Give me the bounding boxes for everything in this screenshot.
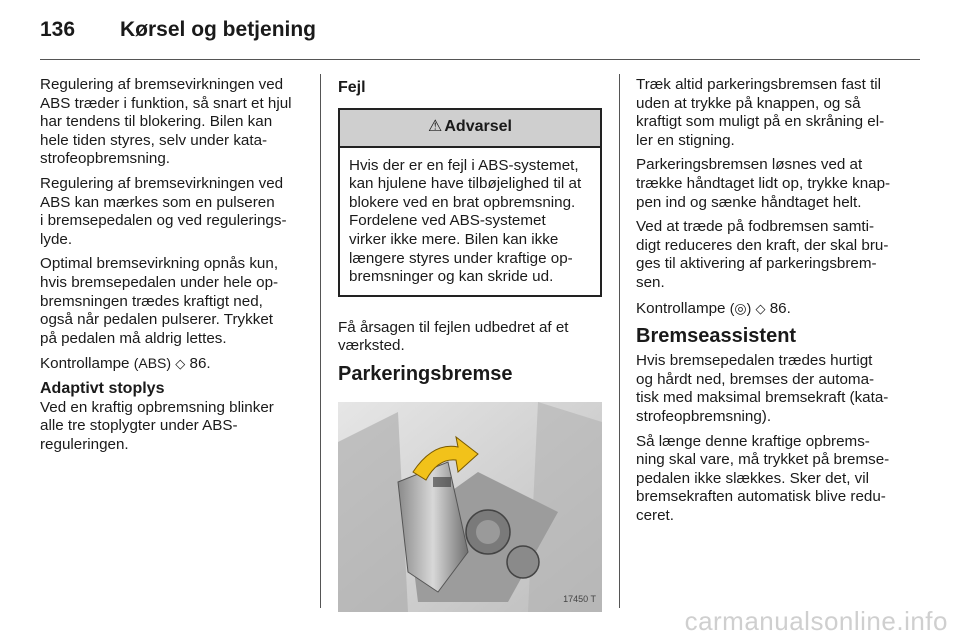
- warning-title: Advarsel: [444, 118, 512, 136]
- adaptive-brakelight-heading: Adaptivt stoplys: [40, 379, 165, 397]
- page-ref-link[interactable]: 86.: [765, 299, 791, 317]
- column-3: [636, 76, 901, 531]
- page-number: 136: [40, 18, 76, 41]
- abs-lamp-reference: Kontrollampe (ABS) ◇ 86.: [40, 355, 211, 373]
- adaptive-brakelight-text: Ved en kraftig opbremsning blinker alle tre stoplygter under ABS- reguleringen.: [40, 398, 274, 453]
- parking-paragraph-2: Parkeringsbremsen løsnes ved at trække håndtaget lidt op, trykke knap- pen ind og sænke håndtaget helt.: [636, 156, 891, 211]
- page-ref-link[interactable]: 86.: [185, 355, 211, 373]
- warning-body: Hvis der er en fejl i ABS-systemet, kan hjulene have tilbøjelighed til at blokere ved en brat opbremsning. Fordelene ved ABS-systemet virker ikke mere. Bilen kan ikke længere styres under kraftige op- bremsninger og kan skride ud.: [349, 156, 582, 286]
- brake-assist-paragraph-2: Så længe denne kraftige opbrems- ning skal vare, må trykket på bremse- pedalen ikke slækkes. Sker det, vil bremsekraften automatisk blive redu- ceret.: [636, 432, 890, 524]
- figure-caption: 17450 T: [563, 594, 596, 605]
- page-ref-icon: ◇: [175, 356, 186, 372]
- fault-paragraph: Få årsagen til fejlen udbedret af et værksted.: [338, 318, 569, 355]
- warning-header: [340, 110, 600, 148]
- column-divider-1: [320, 74, 321, 608]
- abs-lamp-icon: (ABS): [133, 355, 172, 372]
- brake-assist-paragraph-1: Hvis bremsepedalen trædes hurtigt og hårdt ned, bremses der automa- tisk med maksimal bremsekraft (kata- strofeopbremsning).: [636, 352, 889, 425]
- parking-brake-illustration: [338, 402, 602, 612]
- watermark: carmanualsonline.info: [684, 606, 948, 636]
- column-2: [338, 76, 602, 612]
- parking-brake-figure: [338, 402, 602, 612]
- brake-lamp-reference: Kontrollampe (◎) ◇ 86.: [636, 299, 791, 317]
- column-1: [40, 76, 306, 460]
- header-rule: [40, 59, 920, 60]
- brake-lamp-icon: (◎): [729, 299, 752, 316]
- parking-paragraph-1: Træk altid parkeringsbremsen fast til uden at trykke på knappen, og så kraftigt som muligt på en skråning el- ler en stigning.: [636, 76, 885, 149]
- abs-paragraph-1: Regulering af bremsevirkningen ved ABS træder i funktion, så snart et hjul har tendens til blokering. Bilen kan hele tiden styres, selv under kata- strofeopbremsning.: [40, 76, 292, 168]
- page-title: Kørsel og betjening: [120, 18, 317, 41]
- warning-icon: ⚠: [428, 118, 443, 136]
- parking-paragraph-3: Ved at træde på fodbremsen samti- digt reduceres den kraft, der skal bru- ges til aktivering af parkeringsbrem- sen.: [636, 218, 889, 291]
- fault-heading: Fejl: [338, 79, 366, 96]
- warning-box: [338, 108, 602, 297]
- brake-assist-heading: Bremseassistent: [636, 325, 797, 348]
- abs-paragraph-2: Regulering af bremsevirkningen ved ABS kan mærkes som en pulseren i bremsepedalen og ved regulerings- lyde.: [40, 174, 287, 248]
- parking-brake-heading: Parkeringsbremse: [338, 362, 513, 385]
- column-divider-2: [619, 74, 620, 608]
- page-header: [40, 18, 316, 48]
- page-ref-icon: ◇: [755, 300, 766, 316]
- abs-paragraph-3: Optimal bremsevirkning opnås kun, hvis bremsepedalen under hele op- bremsningen trædes kraftigt ned, også når pedalen pulserer. Trykket på pedalen må aldrig lettes.: [40, 255, 279, 347]
